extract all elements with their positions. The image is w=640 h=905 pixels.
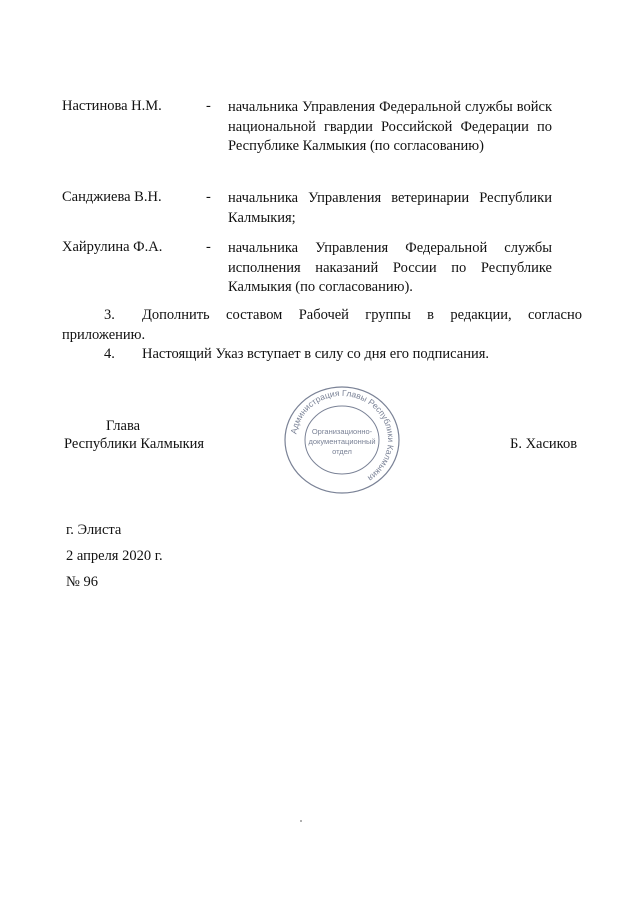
paragraph-text: Дополнить составом Рабочей группы в редакции, согласно приложению. [62, 307, 582, 343]
svg-text:документационный: документационный [308, 437, 376, 446]
stamp-seal-icon [282, 384, 402, 496]
svg-text:отдел: отдел [332, 447, 352, 456]
paragraph-4 [62, 344, 582, 364]
document-date: 2 апреля 2020 г. [66, 548, 163, 564]
paragraph-number: 3. [104, 307, 115, 323]
svg-text:Организационно-: Организационно- [311, 427, 373, 436]
member-dash: - [206, 239, 211, 255]
svg-text:Администрация Главы Республики: Администрация Главы Республики Калмыкия [288, 387, 397, 484]
signature-republic: Республики Калмыкия [64, 436, 205, 452]
member-role: начальника Управления ветеринарии Республики Калмыкия; [228, 190, 552, 226]
paragraph-text: Настоящий Указ вступает в силу со дня его подписания. [142, 346, 490, 362]
member-dash: - [206, 98, 211, 114]
paragraph-number: 4. [104, 346, 115, 362]
official-stamp [282, 384, 402, 496]
member-role: начальника Управления Федеральной службы войск национальной гвардии Российской Федерации по Республике Калмыкия (по согласованию) [228, 99, 552, 154]
member-name: Настинова Н.М. [62, 98, 162, 114]
signature-name: Б. Хасиков [510, 436, 578, 452]
member-dash: - [206, 189, 211, 205]
page-mark [300, 820, 302, 822]
member-role: начальника Управления Федеральной службы исполнения наказаний России по Республике Калмыкия (по согласованию). [228, 240, 552, 295]
member-name: Санджиева В.Н. [62, 189, 162, 205]
document-city: г. Элиста [66, 522, 122, 538]
signature-title: Глава [106, 418, 141, 434]
member-name: Хайрулина Ф.А. [62, 239, 163, 255]
paragraph-3 [62, 305, 582, 345]
document-number: № 96 [66, 574, 98, 590]
